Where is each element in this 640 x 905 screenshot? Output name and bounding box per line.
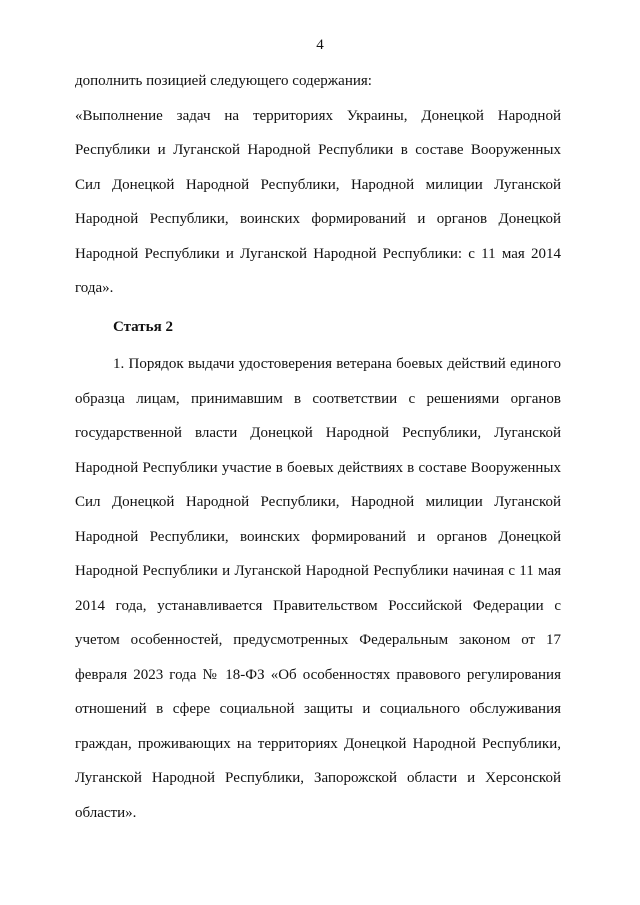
article-paragraph-1: 1. Порядок выдачи удостоверения ветерана боевых действий единого образца лицам, принимавшим в соответствии с решениями органов государственной власти Донецкой Народной Республики, Луганской Народной Республики участие в боевых действиях в составе Вооруженных Сил Донецкой Народной Республики, Народной милиции Луганской Народной Республики, воинских формирований и органов Донецкой Народной Республики и Луганской Народной Республики начиная с 11 мая 2014 года, устанавливается Правительством Российской Федерации с учетом особенностей, предусмотренных Федеральным законом от 17 февраля 2023 года № 18-ФЗ «Об особенностях правового регулирования отношений в сфере социальной защиты и социального обслуживания граждан, проживающих на территориях Донецкой Народной Республики, Луганской Народной Республики, Запорожской области и Херсонской области».: [75, 356, 561, 821]
page-number: 4: [316, 37, 324, 53]
article-heading: Статья 2: [113, 318, 173, 335]
document-body: [75, 64, 561, 830]
inserted-position-quote: «Выполнение задач на территориях Украины, Донецкой Народной Республики и Луганской Народной Республики в составе Вооруженных Сил Донецкой Народной Республики, Народной милиции Луганской Народной Республики, воинских формирований и органов Донецкой Народной Республики и Луганской Народной Республики: с 11 мая 2014 года».: [75, 107, 561, 296]
intro-line: дополнить позицией следующего содержания:: [75, 73, 372, 89]
